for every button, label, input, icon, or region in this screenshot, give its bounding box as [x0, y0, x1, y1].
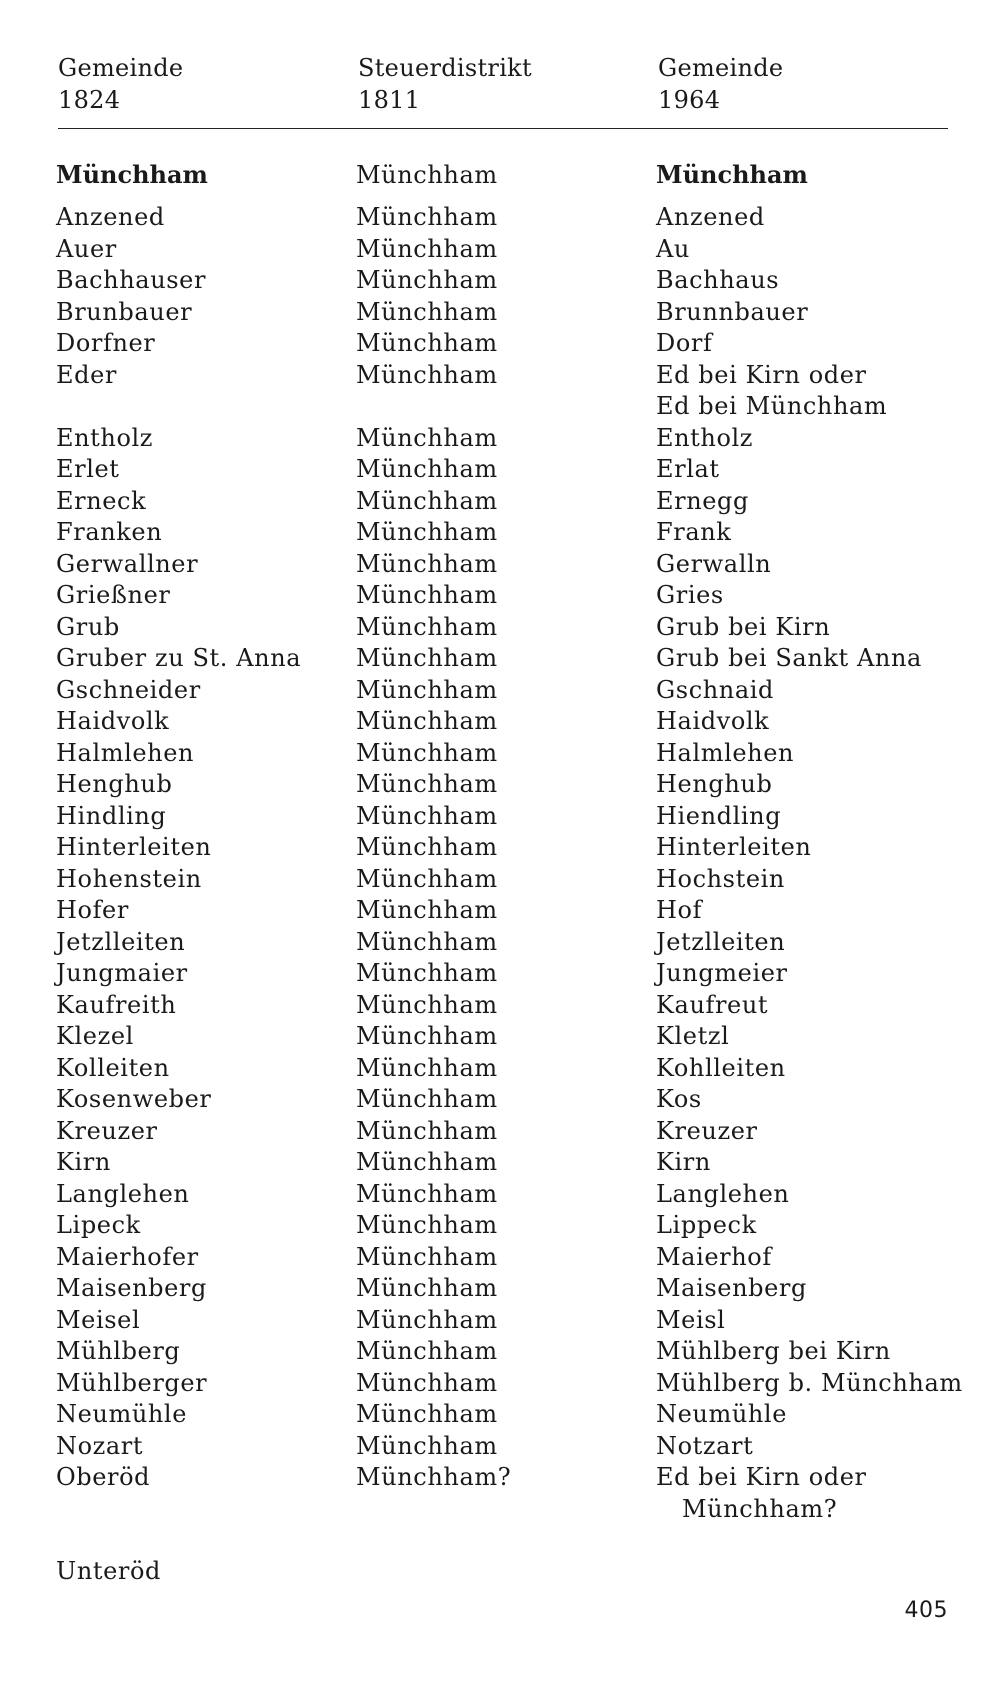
cell-gemeinde-1824: Mühlberg	[56, 1337, 181, 1365]
cell-gemeinde-1824: Mühlberger	[56, 1368, 208, 1397]
cell-steuerdistrikt-1811: Münchham	[356, 959, 498, 987]
cell-gemeinde-1824: Langlehen	[56, 1179, 190, 1208]
header-rule	[58, 128, 948, 129]
cell-steuerdistrikt-1811: Münchham	[356, 297, 498, 326]
cell-gemeinde-1824	[56, 1494, 356, 1526]
table-row	[56, 580, 956, 612]
cell-gemeinde-1824: Unteröd	[56, 1557, 162, 1585]
cell-steuerdistrikt-1811: Münchham	[356, 1305, 498, 1334]
table-row-heading	[56, 160, 956, 190]
cell-gemeinde-1824: Hindling	[56, 801, 167, 830]
cell-steuerdistrikt-1811: Münchham	[356, 455, 498, 483]
cell-gemeinde-1964: Langlehen	[656, 1179, 790, 1208]
cell-steuerdistrikt-1811: Münchham	[356, 581, 498, 609]
cell-gemeinde-1824: Franken	[56, 518, 163, 546]
cell-gemeinde-1964: Bachhaus	[656, 266, 780, 294]
cell-gemeinde-1964: Grub bei Sankt Anna	[656, 644, 922, 672]
table-body	[56, 160, 963, 1588]
cell-gemeinde-1964: Ed bei Münchham	[656, 392, 888, 420]
table-row	[56, 391, 956, 423]
cell-steuerdistrikt-1811: Münchham	[356, 518, 498, 546]
cell-gemeinde-1824: Jungmaier	[56, 959, 188, 987]
cell-gemeinde-1824: Anzened	[56, 203, 165, 231]
cell-gemeinde-1964: Ernegg	[656, 486, 749, 515]
table-row	[56, 958, 956, 990]
cell-gemeinde-1964: Maisenberg	[656, 1274, 807, 1302]
cell-gemeinde-1964: Gschnaid	[656, 675, 774, 704]
cell-gemeinde-1824: Hinterleiten	[56, 833, 212, 861]
cell-gemeinde-1824: Oberöd	[56, 1463, 151, 1491]
cell-gemeinde-1824: Neumühle	[56, 1400, 188, 1428]
header-col-steuerdistrikt-1811	[358, 52, 532, 116]
table-row	[56, 612, 956, 644]
cell-gemeinde-1824: Nozart	[56, 1431, 144, 1460]
cell-steuerdistrikt-1811: Münchham	[356, 549, 498, 578]
cell-steuerdistrikt-1811: Münchham	[356, 234, 498, 263]
cell-gemeinde-1824: Auer	[56, 234, 117, 263]
cell-steuerdistrikt-1811: Münchham	[356, 1431, 498, 1460]
table-row	[56, 549, 956, 581]
cell-gemeinde-1964: Kreuzer	[656, 1116, 758, 1145]
cell-gemeinde-1824: Gerwallner	[56, 549, 199, 578]
cell-gemeinde-1964: Kletzl	[656, 1022, 730, 1050]
cell-gemeinde-1824: Hohenstein	[56, 864, 202, 893]
cell-gemeinde-1964: Mühlberg bei Kirn	[656, 1337, 891, 1365]
cell-steuerdistrikt-1811: Münchham	[356, 1179, 498, 1208]
cell-steuerdistrikt-1811: Münchham	[356, 1274, 498, 1302]
cell-gemeinde-1964: Münchham	[656, 160, 808, 189]
cell-gemeinde-1824: Kreuzer	[56, 1116, 158, 1145]
cell-gemeinde-1964: Hochstein	[656, 864, 785, 893]
table-row	[56, 423, 956, 455]
cell-steuerdistrikt-1811: Münchham?	[356, 1463, 512, 1491]
cell-steuerdistrikt-1811: Münchham	[356, 864, 498, 893]
cell-gemeinde-1824: Kirn	[56, 1148, 111, 1176]
cell-gemeinde-1964: Kohlleiten	[656, 1053, 786, 1082]
cell-steuerdistrikt-1811	[356, 391, 656, 423]
cell-steuerdistrikt-1811: Münchham	[356, 1400, 498, 1428]
cell-gemeinde-1964: Jetzlleiten	[656, 927, 786, 956]
cell-gemeinde-1964: Hinterleiten	[656, 833, 812, 861]
cell-gemeinde-1964: Au	[656, 234, 690, 263]
table-row	[56, 832, 956, 864]
cell-gemeinde-1964: Lippeck	[656, 1211, 757, 1239]
header-year: 1964	[658, 86, 721, 114]
cell-gemeinde-1964: Maierhof	[656, 1242, 772, 1271]
table-row	[56, 297, 956, 329]
table-row	[56, 1210, 956, 1242]
cell-steuerdistrikt-1811: Münchham	[356, 770, 498, 798]
cell-gemeinde-1824: Kolleiten	[56, 1053, 170, 1082]
table-row	[56, 801, 956, 833]
header-label: Gemeinde	[58, 54, 184, 82]
cell-gemeinde-1824: Maierhofer	[56, 1242, 199, 1271]
cell-gemeinde-1964: Henghub	[656, 770, 773, 798]
cell-steuerdistrikt-1811: Münchham	[356, 1337, 498, 1365]
cell-gemeinde-1964: Mühlberg b. Münchham	[656, 1368, 963, 1397]
cell-steuerdistrikt-1811: Münchham	[356, 329, 498, 357]
table-row	[56, 895, 956, 927]
cell-gemeinde-1824: Lipeck	[56, 1211, 141, 1239]
cell-gemeinde-1964: Gerwalln	[656, 549, 772, 578]
cell-gemeinde-1824: Entholz	[56, 423, 154, 452]
cell-steuerdistrikt-1811: Münchham	[356, 486, 498, 515]
table-rows	[56, 202, 963, 1494]
cell-gemeinde-1824: Erneck	[56, 486, 147, 515]
table-row-continuation	[56, 1494, 956, 1526]
cell-steuerdistrikt-1811: Münchham	[356, 1053, 498, 1082]
table-row	[56, 1147, 956, 1179]
table-row	[56, 1053, 956, 1085]
table-row	[56, 1084, 956, 1116]
cell-gemeinde-1824: Grub	[56, 612, 120, 641]
cell-gemeinde-1964: Kirn	[656, 1148, 711, 1176]
header-col-gemeinde-1964	[658, 52, 783, 116]
table-row-last	[56, 1556, 956, 1588]
cell-steuerdistrikt-1811: Münchham	[356, 801, 498, 830]
cell-steuerdistrikt-1811: Münchham	[356, 707, 498, 735]
header-label: Gemeinde	[658, 54, 784, 82]
table-row	[56, 328, 956, 360]
cell-steuerdistrikt-1811	[356, 1556, 656, 1588]
cell-gemeinde-1824: Meisel	[56, 1305, 141, 1334]
cell-steuerdistrikt-1811: Münchham	[356, 675, 498, 704]
table-row	[56, 265, 956, 297]
cell-gemeinde-1964: Entholz	[656, 423, 754, 452]
cell-gemeinde-1964: Gries	[656, 581, 724, 609]
cell-gemeinde-1824: Grießner	[56, 581, 171, 609]
table-row	[56, 706, 956, 738]
cell-gemeinde-1824: Jetzlleiten	[56, 927, 186, 956]
cell-gemeinde-1824: Halmlehen	[56, 738, 195, 767]
cell-gemeinde-1964: Notzart	[656, 1431, 754, 1460]
table-row	[56, 1179, 956, 1211]
table-row	[56, 1242, 956, 1274]
cell-gemeinde-1964: Frank	[656, 518, 732, 546]
cell-gemeinde-1824	[56, 391, 356, 423]
table-row	[56, 990, 956, 1022]
cell-gemeinde-1824: Münchham	[56, 160, 208, 189]
cell-gemeinde-1964	[656, 1556, 956, 1588]
cell-gemeinde-1964: Hiendling	[656, 801, 782, 830]
cell-gemeinde-1824: Dorfner	[56, 329, 156, 357]
table-row	[56, 486, 956, 518]
cell-gemeinde-1964: Grub bei Kirn	[656, 612, 831, 641]
table-row	[56, 675, 956, 707]
cell-steuerdistrikt-1811: Münchham	[356, 990, 498, 1019]
header-year: 1824	[58, 86, 121, 114]
table-row	[56, 1305, 956, 1337]
cell-gemeinde-1964: Brunnbauer	[656, 297, 809, 326]
table-row	[56, 738, 956, 770]
header-col-gemeinde-1824	[58, 52, 183, 116]
cell-steuerdistrikt-1811: Münchham	[356, 360, 498, 389]
table-row	[56, 1021, 956, 1053]
cell-steuerdistrikt-1811: Münchham	[356, 644, 498, 672]
cell-steuerdistrikt-1811: Münchham	[356, 423, 498, 452]
cell-steuerdistrikt-1811: Münchham	[356, 896, 498, 924]
cell-steuerdistrikt-1811: Münchham	[356, 833, 498, 861]
table-row	[56, 643, 956, 675]
cell-gemeinde-1964: Münchham?	[682, 1494, 838, 1523]
table-row	[56, 769, 956, 801]
table-row	[56, 1399, 956, 1431]
cell-steuerdistrikt-1811: Münchham	[356, 1148, 498, 1176]
cell-gemeinde-1824: Maisenberg	[56, 1274, 207, 1302]
table-row	[56, 454, 956, 486]
table-row	[56, 864, 956, 896]
cell-gemeinde-1964: Meisl	[656, 1305, 726, 1334]
table-row	[56, 1462, 956, 1494]
cell-gemeinde-1824: Henghub	[56, 770, 173, 798]
header-label: Steuerdistrikt	[358, 54, 532, 82]
cell-gemeinde-1824: Gschneider	[56, 675, 201, 704]
page-number: 405	[904, 1598, 948, 1623]
table-row	[56, 517, 956, 549]
table-row	[56, 1116, 956, 1148]
cell-gemeinde-1964: Neumühle	[656, 1400, 788, 1428]
cell-gemeinde-1824: Erlet	[56, 455, 120, 483]
table-row	[56, 1336, 956, 1368]
cell-gemeinde-1964: Ed bei Kirn oder	[656, 360, 867, 389]
cell-gemeinde-1824: Gruber zu St. Anna	[56, 644, 302, 672]
cell-steuerdistrikt-1811: Münchham	[356, 1368, 498, 1397]
cell-gemeinde-1964: Haidvolk	[656, 707, 770, 735]
table-row	[56, 202, 956, 234]
table-row	[56, 360, 956, 392]
cell-gemeinde-1964: Erlat	[656, 455, 720, 483]
cell-steuerdistrikt-1811	[356, 1494, 656, 1526]
cell-steuerdistrikt-1811: Münchham	[356, 612, 498, 641]
cell-gemeinde-1964: Kaufreut	[656, 990, 769, 1019]
cell-gemeinde-1964: Hof	[656, 896, 703, 924]
cell-gemeinde-1824: Kosenweber	[56, 1085, 212, 1113]
cell-steuerdistrikt-1811: Münchham	[356, 927, 498, 956]
cell-steuerdistrikt-1811: Münchham	[356, 738, 498, 767]
cell-steuerdistrikt-1811: Münchham	[356, 1022, 498, 1050]
table-row	[56, 927, 956, 959]
cell-steuerdistrikt-1811: Münchham	[356, 161, 498, 189]
cell-steuerdistrikt-1811: Münchham	[356, 266, 498, 294]
cell-gemeinde-1824: Eder	[56, 360, 117, 389]
cell-steuerdistrikt-1811: Münchham	[356, 1242, 498, 1271]
cell-steuerdistrikt-1811: Münchham	[356, 1116, 498, 1145]
table-row	[56, 1368, 963, 1400]
cell-gemeinde-1824: Klezel	[56, 1022, 134, 1050]
cell-gemeinde-1824: Brunbauer	[56, 297, 193, 326]
cell-gemeinde-1964: Jungmeier	[656, 959, 788, 987]
header-year: 1811	[358, 86, 421, 114]
cell-gemeinde-1824: Hofer	[56, 896, 129, 924]
cell-gemeinde-1964: Halmlehen	[656, 738, 795, 767]
cell-gemeinde-1964: Kos	[656, 1085, 702, 1113]
cell-steuerdistrikt-1811: Münchham	[356, 203, 498, 231]
table-row	[56, 234, 956, 266]
cell-gemeinde-1964: Ed bei Kirn oder	[656, 1463, 867, 1491]
cell-gemeinde-1964: Anzened	[656, 203, 765, 231]
table-row	[56, 1273, 956, 1305]
cell-steuerdistrikt-1811: Münchham	[356, 1085, 498, 1113]
table-row	[56, 1431, 956, 1463]
cell-gemeinde-1824: Haidvolk	[56, 707, 170, 735]
cell-gemeinde-1824: Bachhauser	[56, 266, 207, 294]
cell-gemeinde-1824: Kaufreith	[56, 990, 177, 1019]
cell-gemeinde-1964: Dorf	[656, 329, 713, 357]
cell-steuerdistrikt-1811: Münchham	[356, 1211, 498, 1239]
